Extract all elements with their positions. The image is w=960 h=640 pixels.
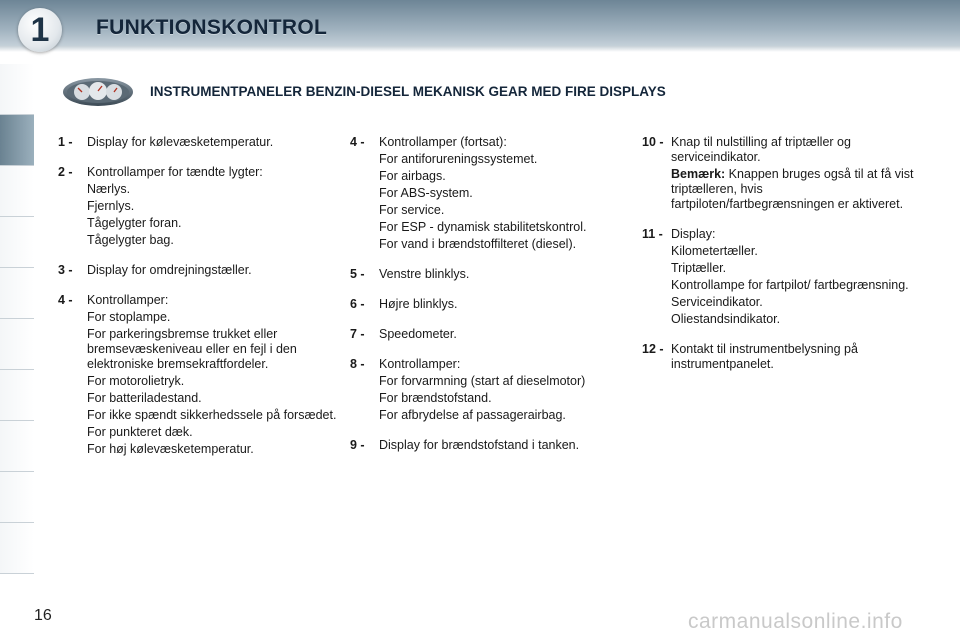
sub-item: Oliestandsindikator. [671,312,781,326]
chapter-tab[interactable] [0,319,34,370]
sub-list [379,374,625,423]
sub-item: Tågelygter bag. [87,233,174,247]
item-number: 2 - [58,165,73,179]
sub-item: For antiforureningssystemet. [379,152,538,166]
item-text: Display for brændstofstand i tanken. [379,438,580,452]
chapter-tab[interactable] [0,523,34,574]
sub-item: For parkeringsbremse trukket eller bremsevæskeniveau eller en fejl i den elektroniske bremsekraftfordeler. [87,327,297,371]
chapter-tab[interactable] [0,421,34,472]
chapter-tabs [0,64,34,574]
sub-item: For punkteret dæk. [87,425,193,439]
item-text: Kontrollamper: [379,357,461,371]
watermark: carmanualsonline.info [688,610,903,633]
header-stripe [0,46,960,52]
sub-item: For høj kølevæsketemperatur. [87,442,254,456]
sub-item: For motorolietryk. [87,374,185,388]
list-item [350,135,625,252]
item-number: 8 - [350,357,365,371]
chapter-tab[interactable] [0,268,34,319]
list-item [350,438,625,453]
list-item [58,165,338,248]
chapter-tab[interactable] [0,217,34,268]
column-1 [58,135,338,472]
item-text: Display for omdrejningstæller. [87,263,252,277]
column-2 [350,135,625,468]
sub-item: Fjernlys. [87,199,135,213]
item-text: Kontrollamper: [87,293,169,307]
page-number: 16 [34,607,52,624]
item-text: Venstre blinklys. [379,267,470,281]
item-text: Speedometer. [379,327,457,341]
sub-item: For service. [379,203,445,217]
chapter-number-badge: 1 [18,8,62,52]
sub-item: For stoplampe. [87,310,171,324]
item-number: 1 - [58,135,73,149]
sub-item: For airbags. [379,169,446,183]
list-item [642,227,917,327]
sub-item: Triptæller. [671,261,727,275]
sub-item: For afbrydelse af passagerairbag. [379,408,566,422]
note-label: Bemærk: [671,167,726,181]
sub-item: Nærlys. [87,182,131,196]
item-number: 6 - [350,297,365,311]
item-text: Kontrollamper (fortsat): [379,135,507,149]
sub-item: Kontrollampe for fartpilot/ fartbegrænsning. [671,278,909,292]
chapter-tab-active[interactable] [0,115,34,166]
list-item [642,342,917,372]
sub-item: For ikke spændt sikkerhedssele på forsædet. [87,408,337,422]
list-item [350,357,625,423]
item-number: 12 - [642,342,664,356]
instrument-cluster-icon [62,77,134,107]
list-item [58,293,338,457]
note [671,167,917,212]
item-text: Display: [671,227,716,241]
sub-item: For ESP - dynamisk stabilitetskontrol. [379,220,587,234]
item-text: Knap til nulstilling af triptæller og serviceindikator. [671,135,851,164]
sub-item: For forvarmning (start af dieselmotor) [379,374,586,388]
item-number: 5 - [350,267,365,281]
sub-list [87,182,338,248]
sub-list [379,152,625,252]
item-text: Display for kølevæsketemperatur. [87,135,274,149]
list-item [350,267,625,282]
item-text: Kontakt til instrumentbelysning på instrumentpanelet. [671,342,858,371]
sub-item: For vand i brændstoffilteret (diesel). [379,237,577,251]
chapter-tab[interactable] [0,64,34,115]
sub-item: Serviceindikator. [671,295,763,309]
item-text: Højre blinklys. [379,297,458,311]
item-number: 4 - [58,293,73,307]
sub-item: Tågelygter foran. [87,216,182,230]
list-item [58,135,338,150]
chapter-tab[interactable] [0,166,34,217]
list-item [350,327,625,342]
chapter-title: FUNKTIONSKONTROL [96,16,328,39]
chapter-tab[interactable] [0,370,34,421]
sub-list [671,244,917,327]
item-number: 4 - [350,135,365,149]
section-title: INSTRUMENTPANELER BENZIN-DIESEL MEKANISK GEAR MED FIRE DISPLAYS [150,84,666,99]
sub-item: Kilometertæller. [671,244,758,258]
note-text: Knappen bruges også til at få vist triptælleren, hvis fartpiloten/fartbegrænsningen er aktiveret. [671,167,914,211]
chapter-tab[interactable] [0,472,34,523]
item-text: Kontrollamper for tændte lygter: [87,165,263,179]
item-number: 3 - [58,263,73,277]
sub-item: For ABS-system. [379,186,473,200]
sub-item: For batteriladestand. [87,391,202,405]
item-number: 7 - [350,327,365,341]
column-3 [642,135,917,387]
sub-list [87,310,338,457]
item-number: 11 - [642,227,663,241]
sub-item: For brændstofstand. [379,391,492,405]
list-item [58,263,338,278]
item-number: 10 - [642,135,664,149]
list-item [350,297,625,312]
list-item [642,135,917,212]
item-number: 9 - [350,438,365,452]
